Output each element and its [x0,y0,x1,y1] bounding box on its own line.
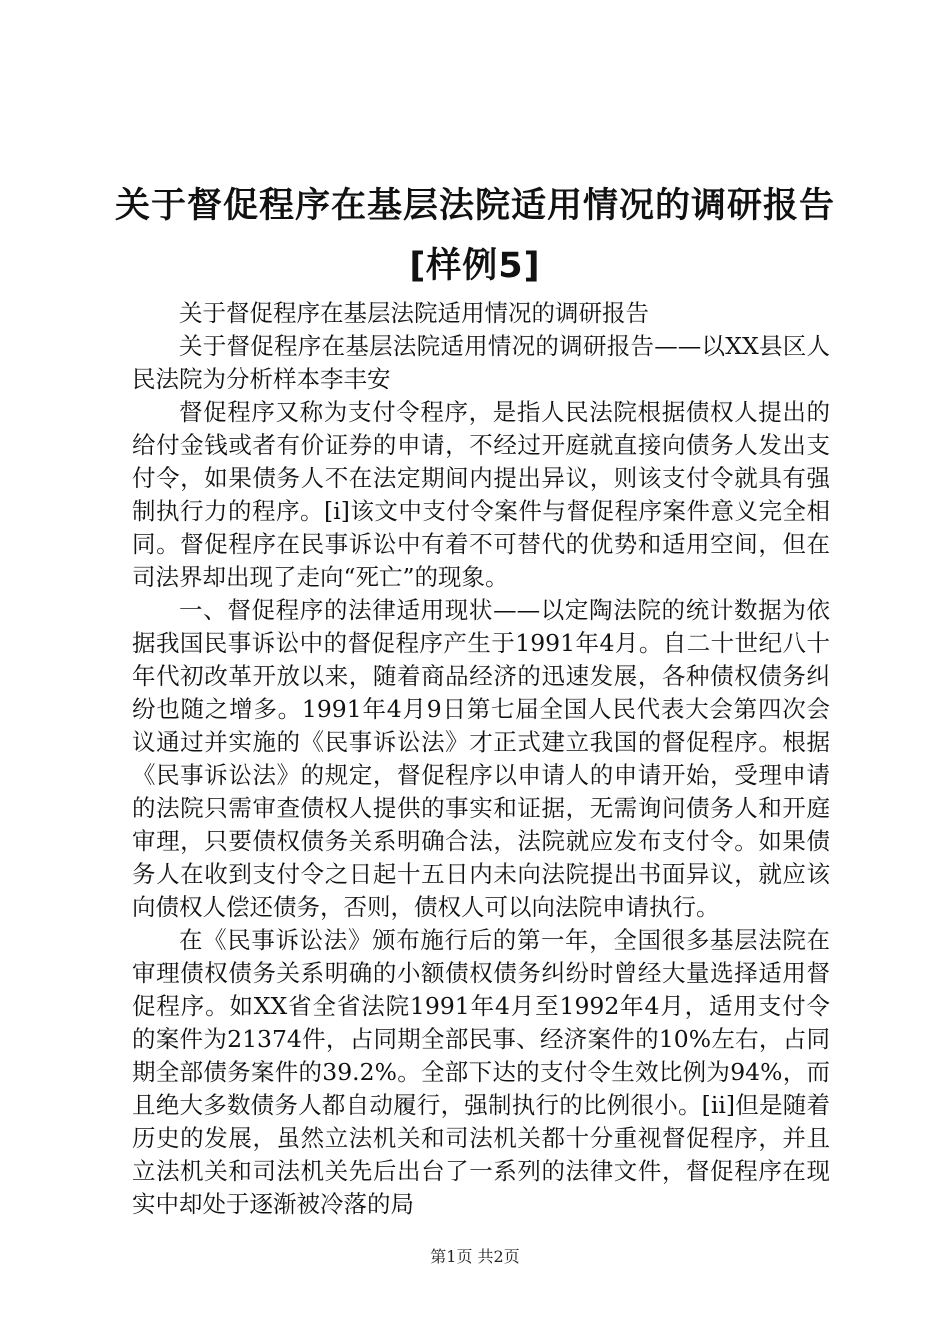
page-footer: 第1页 共2页 [430,1247,520,1266]
body-paragraph: 关于督促程序在基层法院适用情况的调研报告——以XX县区人民法院为分析样本李丰安 [132,332,830,393]
body-paragraph: 在《民事诉讼法》颁布施行后的第一年，全国很多基层法院在审理债权债务关系明确的小额债权债务纠纷时曾经大量选择适用督促程序。如XX省全省法院1991年4月至1992年4月，适用支付令的案件为21374件，占同期全部民事、经济案件的10%左右，占同期全部债务案件的39.2%。全部下达的支付令生效比例为94%，而且绝大多数债务人都自动履行，强制执行的比例很小。[ii]但是随着历史的发展，虽然立法机关和司法机关都十分重视督促程序，并且立法机关和司法机关先后出台了一系列的法律文件，督促程序在现实中却处于逐渐被冷落的局 [132,926,830,1218]
document-title: 关于督促程序在基层法院适用情况的调研报告[样例5] [114,186,835,286]
body-paragraph: 一、督促程序的法律适用现状——以定陶法院的统计数据为依据我国民事诉讼中的督促程序产生于1991年4月。自二十世纪八十年代初改革开放以来，随着商品经济的迅速发展，各种债权债务纠纷也随之增多。1991年4月9日第七届全国人民代表大会第四次会议通过并实施的《民事诉讼法》才正式建立我国的督促程序。根据《民事诉讼法》的规定，督促程序以申请人的申请开始，受理申请的法院只需审查债权人提供的事实和证据，无需询问债务人和开庭审理，只要债权债务关系明确合法，法院就应发布支付令。如果债务人在收到支付令之日起十五日内未向法院提出书面异议，就应该向债权人偿还债务，否则，债权人可以向法院申请执行。 [132,596,830,921]
document-body [132,297,830,1221]
body-paragraph: 关于督促程序在基层法院适用情况的调研报告 [179,299,649,327]
body-paragraph: 督促程序又称为支付令程序，是指人民法院根据债权人提出的给付金钱或者有价证券的申请，不经过开庭就直接向债务人发出支付令，如果债务人不在法定期间内提出异议，则该支付令就具有强制执行力的程序。[i]该文中支付令案件与督促程序案件意义完全相同。督促程序在民事诉讼中有着不可替代的优势和适用空间，但在司法界却出现了走向“死亡”的现象。 [132,398,830,591]
